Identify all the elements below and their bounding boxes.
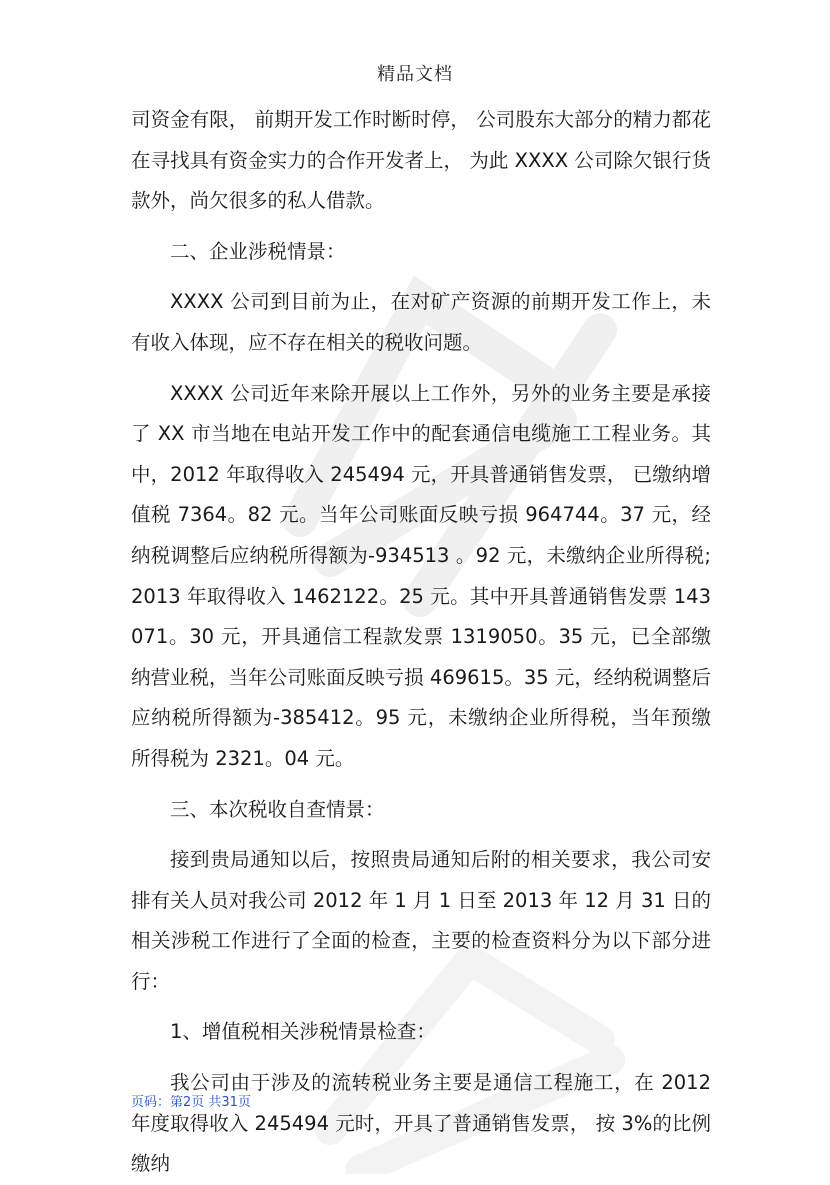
paragraph-business-income: XXXX 公司近年来除开展以上工作外，另外的业务主要是承接了 XX 市当地在电站开发工作中的配套通信电缆施工工程业务。其中，2012 年取得收入 245494 元，开具普通销售发票， 已缴纳增值税 7364。82 元。当年公司账面反映亏损 964744。37 元，经纳税调整后应纳税所得额为-934513 。92 元，未缴纳企业所得税;2013 年取得收入 1462122。25 元。其中开具普通销售发票 143071。30 元，开具通信工程款发票 1319050。35 元，已全部缴纳营业税，当年公司账面反映亏损 469615。35 元，经纳税调整后应纳税所得额为-385412。95 元，未缴纳企业所得税，当年预缴所得税为 2321。04 元。: [131, 381, 711, 770]
paragraph-vat-detail: 我公司由于涉及的流转税业务主要是通信工程施工，在 2012 年度取得收入 245494 元时，开具了普通销售发票， 按 3%的比例缴纳: [131, 1071, 711, 1176]
section-heading-tax-situation: 二、企业涉税情景：: [170, 239, 346, 263]
paragraph-inspection-arrangement: 接到贵局通知以后，按照贵局通知后附的相关要求，我公司安排有关人员对我公司 2012 年 1 月 1 日至 2013 年 12 月 31 日的相关涉税工作进行了全面的检查，主要的检查资料分为以下部分进行：: [131, 848, 711, 993]
page-number-footer: 页码：第2页 共31页: [131, 1095, 251, 1110]
section-heading-self-inspection: 三、本次税收自查情景：: [170, 797, 385, 821]
paragraph-mineral-resources: XXXX 公司到目前为止，在对矿产资源的前期开发工作上，未有收入体现，应不存在相关的税收问题。: [131, 290, 711, 354]
document-body: [131, 100, 711, 1185]
page-header: 精品文档: [377, 64, 453, 85]
paragraph-intro-continuation: 司资金有限， 前期开发工作时断时停， 公司股东大部分的精力都花在寻找具有资金实力的合作开发者上， 为此 XXXX 公司除欠银行货款外，尚欠很多的私人借款。: [131, 108, 711, 213]
subsection-heading-vat: 1、增值税相关涉税情景检查：: [170, 1020, 436, 1044]
